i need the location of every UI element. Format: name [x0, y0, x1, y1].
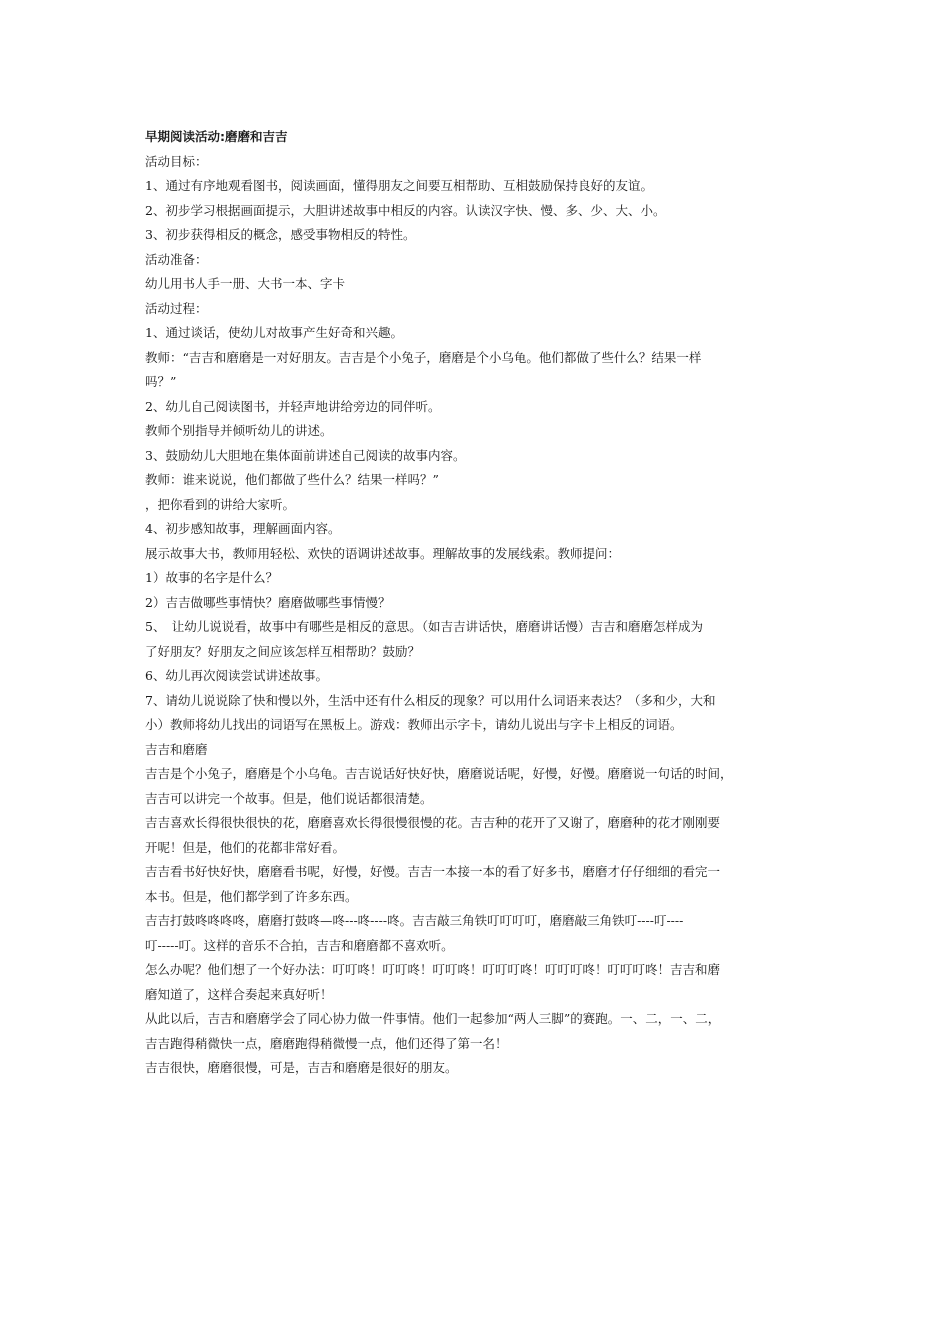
process-step: 2、幼儿自己阅读图书，并轻声地讲给旁边的同伴听。: [145, 398, 441, 414]
story-paragraph: 吉吉看书好快好快，磨磨看书呢，好慢，好慢。吉吉一本接一本的看了好多书，磨磨才仔仔细细的看完一: [145, 864, 721, 879]
story-paragraph: 叮-----叮。这样的音乐不合拍，吉吉和磨磨都不喜欢听。: [145, 937, 454, 953]
document-title: 早期阅读活动:磨磨和吉吉: [145, 129, 288, 144]
process-text: 小）教师将幼儿找出的词语写在黑板上。游戏：教师出示字卡，请幼儿说出与字卡上相反的词语。: [145, 717, 683, 732]
section-heading-goals: 活动目标：: [145, 153, 208, 169]
process-text: 了好朋友？好朋友之间应该怎样互相帮助？鼓励？: [145, 643, 421, 659]
story-paragraph: 吉吉打鼓咚咚咚咚，磨磨打鼓咚—咚---咚----咚。吉吉敲三角铁叮叮叮叮，磨磨敲三角铁叮----叮----: [145, 913, 684, 928]
story-title: 吉吉和磨磨: [145, 741, 208, 757]
story-paragraph: 本书。但是，他们都学到了许多东西。: [145, 888, 358, 904]
goal-item: 2、初步学习根据画面提示，大胆讲述故事中相反的内容。认读汉字快、慢、多、少、大、小。: [145, 202, 666, 218]
goal-item: 3、初步获得相反的概念，感受事物相反的特性。: [145, 227, 416, 242]
story-paragraph: 吉吉跑得稍微快一点，磨磨跑得稍微慢一点，他们还得了第一名！: [145, 1035, 508, 1051]
story-paragraph: 吉吉很快，磨磨很慢，可是，吉吉和磨磨是很好的朋友。: [145, 1060, 458, 1075]
story-paragraph: 开呢！但是，他们的花都非常好看。: [145, 839, 346, 855]
process-step: 7、请幼儿说说除了快和慢以外，生活中还有什么相反的现象？可以用什么词语来表达？（多和少，大和: [145, 692, 716, 708]
process-step: 1、通过谈话，使幼儿对故事产生好奇和兴趣。: [145, 325, 403, 340]
process-text: 教师：谁来说说，他们都做了些什么？结果一样吗？”: [145, 472, 439, 487]
process-step: 3、鼓励幼儿大胆地在集体面前讲述自己阅读的故事内容。: [145, 447, 466, 463]
story-paragraph: 怎么办呢？他们想了一个好办法：叮叮咚！叮叮咚！叮叮咚！叮叮叮咚！叮叮叮咚！叮叮叮咚！吉吉和磨: [145, 962, 721, 977]
preparation-text: 幼儿用书人手一册、大书一本、字卡: [145, 276, 346, 291]
goal-item: 1、通过有序地观看图书，阅读画面，懂得朋友之间要互相帮助、互相鼓励保持良好的友谊。: [145, 178, 653, 193]
process-text: 展示故事大书，教师用轻松、欢快的语调讲述故事。理解故事的发展线索。教师提问：: [145, 545, 621, 561]
process-step: 5、 让幼儿说说看，故事中有哪些是相反的意思。（如吉吉讲话快，磨磨讲话慢）吉吉和磨磨怎样成为: [145, 619, 703, 634]
story-paragraph: 吉吉是个小兔子，磨磨是个小乌龟。吉吉说话好快好快，磨磨说话呢，好慢，好慢。磨磨说一句话的时间，: [145, 766, 733, 781]
section-heading-preparation: 活动准备：: [145, 251, 208, 267]
story-paragraph: 从此以后，吉吉和磨磨学会了同心协力做一件事情。他们一起参加“两人三脚”的赛跑。一、二，一、二，: [145, 1011, 721, 1026]
process-text: 吗？”: [145, 374, 177, 389]
question-item: 2）吉吉做哪些事情快？磨磨做哪些事情慢？: [145, 594, 391, 610]
process-text: 教师：“吉吉和磨磨是一对好朋友。吉吉是个小兔子，磨磨是个小乌龟。他们都做了些什么？结果一样: [145, 349, 702, 365]
process-step: 4、初步感知故事，理解画面内容。: [145, 521, 341, 536]
document-body: [145, 125, 817, 1081]
question-item: 1）故事的名字是什么？: [145, 570, 278, 585]
story-paragraph: 吉吉可以讲完一个故事。但是，他们说话都很清楚。: [145, 790, 433, 806]
process-text: 教师个别指导并倾听幼儿的讲述。: [145, 423, 333, 438]
story-paragraph: 磨知道了，这样合奏起来真好听！: [145, 986, 333, 1002]
process-text: ，把你看到的讲给大家听。: [145, 496, 296, 512]
process-step: 6、幼儿再次阅读尝试讲述故事。: [145, 668, 328, 683]
section-heading-process: 活动过程：: [145, 300, 208, 316]
story-paragraph: 吉吉喜欢长得很快很快的花，磨磨喜欢长得很慢很慢的花。吉吉种的花开了又谢了，磨磨种的花才刚刚要: [145, 815, 721, 830]
